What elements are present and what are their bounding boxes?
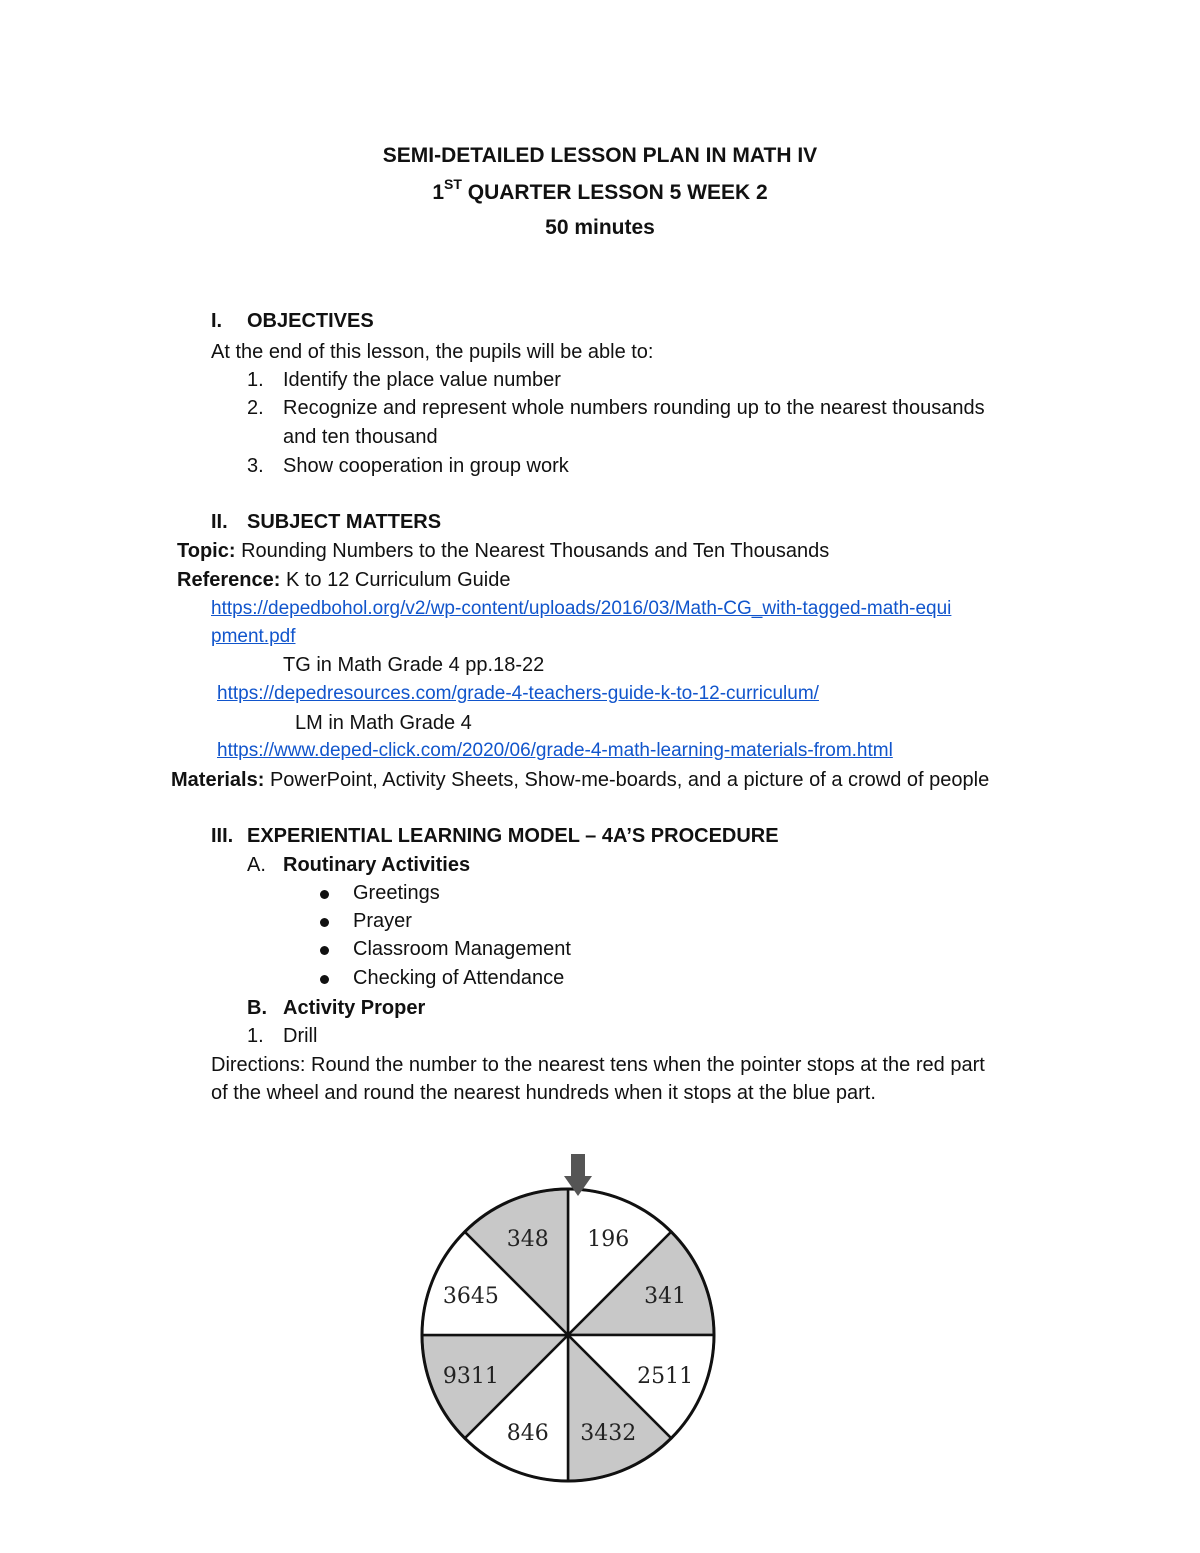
wheel-segment-label: 196	[587, 1226, 630, 1252]
wheel-segment-label: 341	[644, 1283, 687, 1309]
wheel-segment-label: 846	[506, 1421, 549, 1447]
document-title: SEMI-DETAILED LESSON PLAN IN MATH IV	[382, 144, 818, 167]
section-b-letter: B.	[247, 997, 267, 1019]
reference-value: K to 12 Curriculum Guide	[285, 569, 511, 591]
reference-label: Reference:	[177, 569, 281, 591]
drill-label: Drill	[283, 1025, 318, 1047]
objective-text: Show cooperation in group work	[283, 455, 569, 477]
bullet-icon	[320, 890, 329, 899]
objective-number: 3.	[247, 455, 264, 477]
objectives-intro: At the end of this lesson, the pupils will be able to:	[211, 341, 654, 363]
objective-text: Identify the place value number	[283, 369, 561, 391]
routine-item: Checking of Attendance	[353, 967, 565, 989]
quarter-number: 1	[432, 181, 445, 204]
wheel-segment-label: 3645	[442, 1283, 499, 1309]
pointer-shaft	[571, 1154, 585, 1178]
directions-line-1: Directions: Round the number to the nearest tens when the pointer stops at the red part	[211, 1054, 985, 1076]
routine-item: Prayer	[353, 910, 412, 932]
spinning-wheel	[400, 1150, 730, 1490]
objective-text-continued: and ten thousand	[283, 426, 438, 448]
objective-number: 2.	[247, 397, 264, 419]
quarter-text: QUARTER LESSON 5 WEEK 2	[461, 181, 768, 204]
routine-item: Greetings	[353, 882, 440, 904]
quarter-line	[0, 178, 1200, 205]
curriculum-guide-link[interactable]: https://depedbohol.org/v2/wp-content/uploads/2016/03/Math-CG_with-tagged-math-equi	[211, 598, 952, 619]
materials-line	[171, 769, 989, 792]
topic-value: Rounding Numbers to the Nearest Thousands and Ten Thousands	[241, 540, 830, 562]
objectives-heading: OBJECTIVES	[247, 310, 374, 332]
routine-item: Classroom Management	[353, 938, 571, 960]
bullet-icon	[320, 918, 329, 927]
materials-value: PowerPoint, Activity Sheets, Show-me-boards, and a picture of a crowd of people	[269, 769, 990, 791]
reference-line	[177, 569, 511, 592]
wheel-segment-label: 9311	[442, 1364, 499, 1390]
objectives-numeral: I.	[211, 310, 223, 332]
wheel-segment-label: 2511	[637, 1364, 694, 1390]
bullet-icon	[320, 975, 329, 984]
curriculum-guide-link-continued[interactable]: pment.pdf	[211, 626, 296, 647]
quarter-superscript: ST	[444, 176, 462, 192]
procedure-heading: EXPERIENTIAL LEARNING MODEL – 4A’S PROCEDURE	[247, 825, 779, 847]
section-b-heading: Activity Proper	[283, 997, 426, 1019]
subject-heading: SUBJECT MATTERS	[247, 511, 442, 533]
tg-reference: TG in Math Grade 4 pp.18-22	[283, 654, 545, 676]
wheel-segment-label: 348	[506, 1226, 549, 1252]
directions-line-2: of the wheel and round the nearest hundreds when it stops at the blue part.	[211, 1082, 876, 1104]
wheel-segment-label: 3432	[580, 1421, 637, 1447]
objective-number: 1.	[247, 369, 264, 391]
bullet-icon	[320, 946, 329, 955]
section-a-heading: Routinary Activities	[283, 854, 471, 876]
procedure-numeral: III.	[211, 825, 234, 847]
subject-numeral: II.	[211, 511, 228, 533]
objective-text: Recognize and represent whole numbers rounding up to the nearest thousands	[283, 397, 985, 419]
topic-label: Topic:	[177, 540, 236, 562]
materials-label: Materials:	[171, 769, 265, 791]
duration: 50 minutes	[545, 216, 655, 239]
section-a-letter: A.	[247, 854, 266, 876]
lm-reference: LM in Math Grade 4	[295, 712, 472, 734]
drill-number: 1.	[247, 1025, 264, 1047]
teachers-guide-link[interactable]: https://depedresources.com/grade-4-teachers-guide-k-to-12-curriculum/	[217, 683, 819, 704]
learning-materials-link[interactable]: https://www.deped-click.com/2020/06/grade-4-math-learning-materials-from.html	[217, 740, 893, 761]
topic-line	[177, 540, 829, 563]
